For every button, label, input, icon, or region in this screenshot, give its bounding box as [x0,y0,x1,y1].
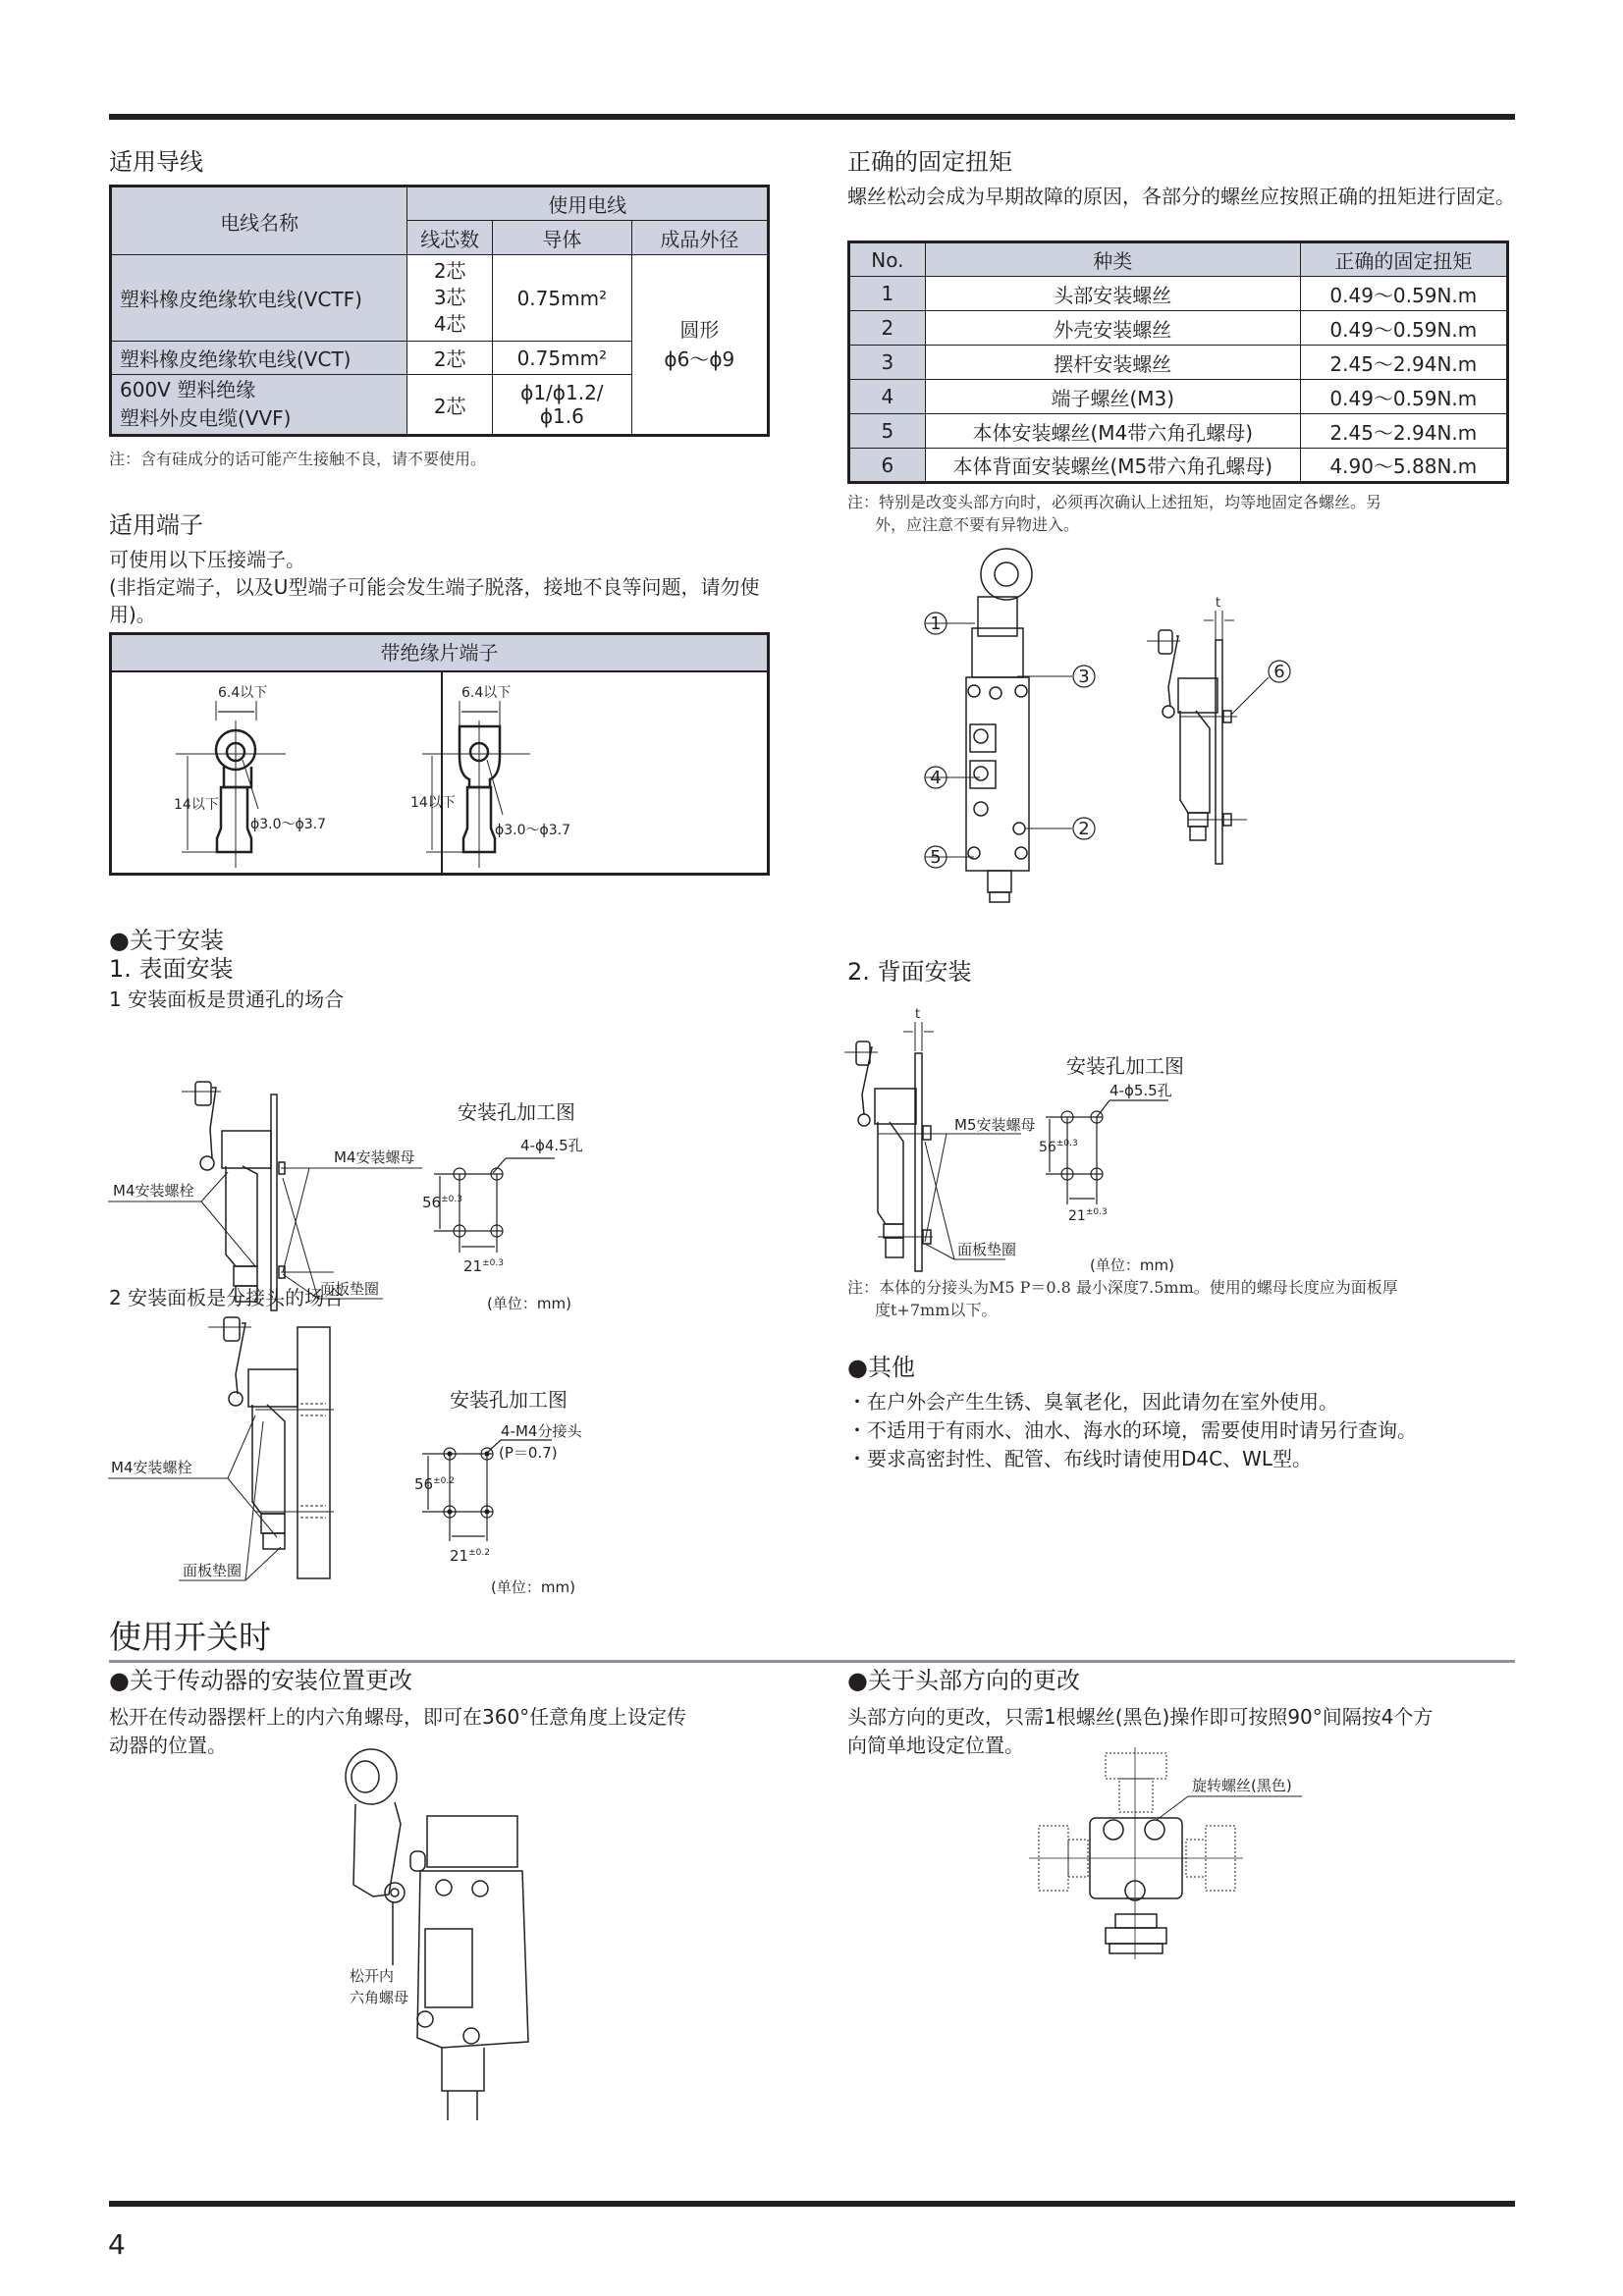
svg-text:4-ϕ5.5孔: 4-ϕ5.5孔 [1109,1082,1172,1099]
svg-text:安装孔加工图: 安装孔加工图 [458,1100,575,1124]
actuator-title: ● 关于传动器的安装位置更改 [109,1666,412,1695]
svg-text:(单位：mm): (单位：mm) [1090,1256,1174,1274]
svg-text:M5安装螺母: M5安装螺母 [954,1116,1036,1134]
top-rule [109,114,1515,120]
wires-note: 注：含有硅成分的话可能产生接触不良，请不要使用。 [109,450,487,468]
svg-text:6: 6 [1273,662,1285,682]
head-title: ● 关于头部方向的更改 [847,1666,1080,1695]
back-mount-diagram [844,987,1532,1274]
fork-terminal-diagram [410,632,769,876]
svg-text:面板垫圈: 面板垫圈 [957,1241,1017,1258]
svg-text:面板垫圈: 面板垫圈 [183,1562,243,1579]
terminals-header: 带绝缘片端子 [112,635,767,672]
wires-title: 适用导线 [109,148,203,176]
svg-text:松开内: 松开内 [350,1967,395,1985]
svg-text:M4安装螺栓: M4安装螺栓 [111,1459,192,1476]
svg-text:6.4以下: 6.4以下 [461,685,512,701]
other-item: ・在户外会产生生锈、臭氧老化，因此请勿在室外使用。 [847,1390,1338,1414]
svg-text:21±0.3: $21^{\pm 0.3}$ [1068,1207,1108,1224]
svg-text:(单位：mm): (单位：mm) [487,1295,571,1312]
torque-callout-diagram [844,540,1532,923]
svg-text:ϕ3.0～ϕ3.7: ϕ3.0～ϕ3.7 [250,817,326,832]
torque-title: 正确的固定扭矩 [847,148,1012,176]
svg-text:21±0.2: $21^{\pm 0.2}$ [450,1547,490,1565]
svg-text:6.4以下: 6.4以下 [218,685,268,701]
svg-text:56±0.3: $56^{\pm 0.3}$ [1039,1139,1078,1155]
terminals-title: 适用端子 [109,511,203,539]
svg-text:14以下: 14以下 [174,797,219,813]
torque-header-type: 种类 [925,242,1300,277]
svg-text:安装孔加工图: 安装孔加工图 [1066,1054,1184,1078]
torque-header-value: 正确的固定扭矩 [1300,242,1507,277]
wires-table [109,185,770,437]
svg-text:3: 3 [1078,667,1090,687]
actuator-text-1: 松开在传动器摆杆上的内六角螺母，即可在360°任意角度上设定传 [109,1705,687,1729]
torque-header-no: No. [849,242,926,277]
case1-title: 1 安装面板是贯通孔的场合 [109,988,345,1011]
svg-text:t: t [1216,596,1221,611]
torque-table [847,240,1509,484]
table-row: 塑料橡皮绝缘软电线(VCTF) 2芯 3芯 4芯 0.75mm² 圆形 ϕ6～ϕ9 [111,255,769,342]
case2-title: 2 安装面板是分接头的场合 [109,1286,345,1309]
torque-intro: 螺丝松动会成为早期故障的原因，各部分的螺丝应按照正确的扭矩进行固定。 [847,185,1515,208]
svg-text:六角螺母: 六角螺母 [350,1989,409,2006]
wires-header-conductor: 导体 [492,221,631,255]
svg-text:4: 4 [930,768,942,788]
wires-header-name: 电线名称 [111,187,407,255]
svg-text:ϕ3.0～ϕ3.7: ϕ3.0～ϕ3.7 [495,823,570,838]
svg-text:M4安装螺栓: M4安装螺栓 [113,1182,194,1200]
torque-note-1: 注：特别是改变头部方向时，必须再次确认上述扭矩，均等地固定各螺丝。另 [847,493,1382,511]
head-text-2: 向简单地设定位置。 [847,1734,1024,1757]
other-title: ● 其他 [847,1353,915,1382]
page-number: 4 [108,2228,126,2261]
terminals-intro: 可使用以下压接端子。 [109,548,305,571]
wires-diameter: 圆形 ϕ6～ϕ9 [631,255,768,436]
svg-text:t: t [915,1007,921,1022]
bottom-rule [109,2201,1515,2207]
svg-text:旋转螺丝(黑色): 旋转螺丝(黑色) [1192,1777,1292,1794]
back-mount-note-2: 度t+7mm以下。 [875,1301,998,1319]
svg-text:14以下: 14以下 [410,795,456,811]
svg-text:M4安装螺母: M4安装螺母 [334,1148,415,1166]
table-row: 1 头部安装螺丝 0.49～0.59N.m [849,277,1508,311]
actuator-text-2: 动器的位置。 [109,1734,227,1757]
table-row: 3 摆杆安装螺丝 2.45～2.94N.m [849,346,1508,380]
install-title: ● 关于安装 [109,926,224,955]
table-row: 600V 塑料绝缘 塑料外皮电缆(VVF) 2芯 ϕ1/ϕ1.2/ϕ1.6 [111,375,769,436]
back-mount-title: 2. 背面安装 [847,958,972,986]
table-row: 6 本体背面安装螺丝(M5带六角孔螺母) 4.90～5.88N.m [849,449,1508,483]
table-row: 4 端子螺丝(M3) 0.49～0.59N.m [849,380,1508,414]
wires-header-cores: 线芯数 [407,221,493,255]
table-row: 塑料橡皮绝缘软电线(VCT) 2芯 0.75mm² [111,342,769,375]
torque-note-2: 外，应注意不要有异物进入。 [875,515,1080,534]
svg-text:56±0.3: $56^{\pm 0.3}$ [422,1194,462,1211]
svg-text:(P＝0.7): (P＝0.7) [499,1444,558,1462]
svg-text:面板垫圈: 面板垫圈 [320,1280,380,1298]
svg-text:5: 5 [930,847,942,868]
other-item: ・要求高密封性、配管、布线时请使用D4C、WL型。 [847,1447,1313,1470]
table-row: 2 外壳安装螺丝 0.49～0.59N.m [849,311,1508,346]
table-row: 5 本体安装螺丝(M4带六角孔螺母) 2.45～2.94N.m [849,414,1508,449]
svg-text:56±0.2: $56^{\pm 0.2}$ [414,1475,455,1493]
terminals-warning: (非指定端子，以及U型端子可能会发生端子脱落，接地不良等问题，请勿使用)。 [109,575,760,626]
other-item: ・不适用于有雨水、油水、海水的环境，需要使用时请另行查询。 [847,1418,1417,1442]
svg-text:安装孔加工图: 安装孔加工图 [450,1388,568,1412]
section-divider [109,1660,1515,1663]
wires-header-group: 使用电线 [407,187,769,221]
svg-text:2: 2 [1078,819,1090,839]
head-text-1: 头部方向的更改，只需1根螺丝(黑色)操作即可按照90°间隔按4个方 [847,1705,1434,1729]
head-rotation-diagram [1011,1747,1306,1973]
surface-mount-title: 1. 表面安装 [109,955,234,983]
usage-title: 使用开关时 [109,1618,271,1656]
svg-text:4-ϕ4.5孔: 4-ϕ4.5孔 [520,1137,583,1154]
surface-tapped-diagram [98,1315,648,1596]
actuator-illustration [295,1747,589,2120]
svg-text:(单位：mm): (单位：mm) [491,1578,575,1596]
svg-text:4-M4分接头: 4-M4分接头 [501,1422,582,1440]
svg-text:21±0.3: $21^{\pm 0.3}$ [463,1257,504,1275]
svg-text:1: 1 [930,614,942,634]
wires-header-diameter: 成品外径 [631,221,768,255]
back-mount-note-1: 注：本体的分接头为M5 P＝0.8 最小深度7.5mm。使用的螺母长度应为面板厚 [847,1278,1398,1297]
